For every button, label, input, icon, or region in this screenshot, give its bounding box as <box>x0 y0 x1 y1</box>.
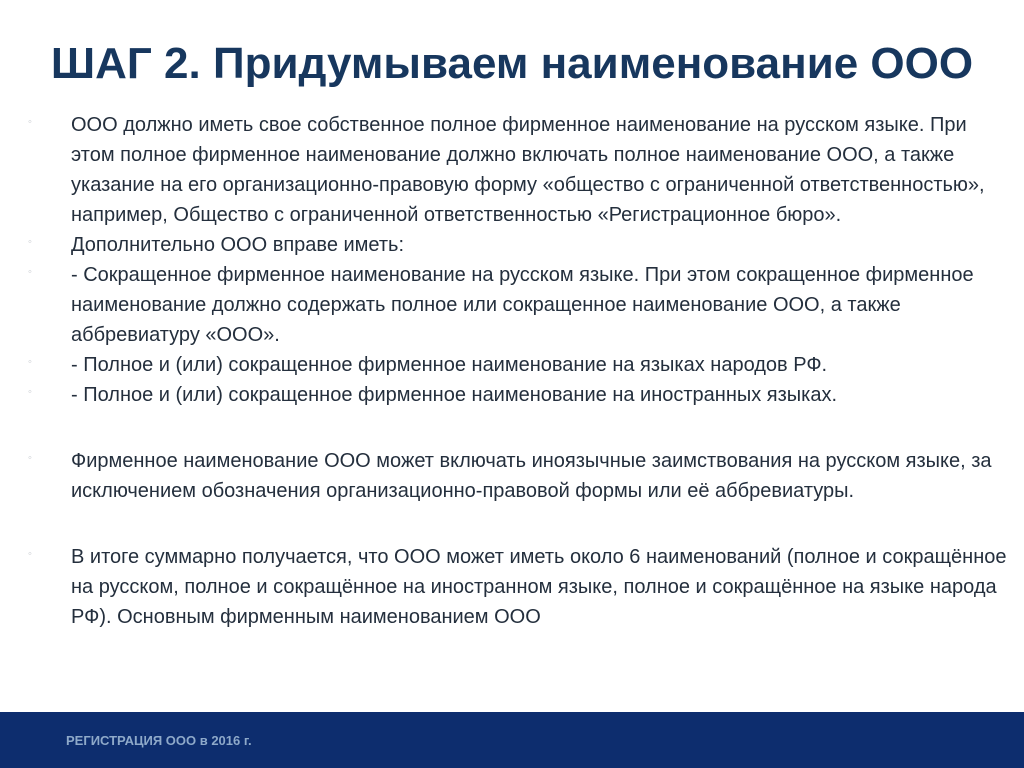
footer-caption: РЕГИСТРАЦИЯ ООО в 2016 г. <box>66 733 252 748</box>
paragraph-text: - Сокращенное фирменное наименование на русском языке. При этом сокращенное фирменное наименование должно содержать полное или сокращенное наименование ООО, а также аббревиатуру «ООО». <box>71 264 974 346</box>
paragraph-text: Дополнительно ООО вправе иметь: <box>71 234 405 256</box>
paragraph-short-name <box>20 260 1010 350</box>
bullet-marker: ◦ <box>28 236 32 248</box>
paragraph-text: - Полное и (или) сокращенное фирменное наименование на языках народов РФ. <box>71 354 828 376</box>
paragraph-full-name <box>20 110 1010 230</box>
paragraph-foreign-borrowings <box>20 446 1010 506</box>
paragraph-foreign-languages <box>20 380 1010 410</box>
bullet-marker: ◦ <box>28 548 32 560</box>
paragraph-text: - Полное и (или) сокращенное фирменное наименование на иностранных языках. <box>71 384 838 406</box>
paragraph-text: В итоге суммарно получается, что ООО может иметь около 6 наименований (полное и сокращённое на русском, полное и сокращённое на иностранном языке, полное и сокращённое на языке народа РФ). Основным фирменным наименованием ООО <box>71 546 1007 628</box>
bullet-marker: ◦ <box>28 266 32 278</box>
paragraph-additional-intro <box>20 230 1010 260</box>
slide-title: ШАГ 2. Придумываем наименование ООО <box>50 39 974 88</box>
bullet-marker: ◦ <box>28 116 32 128</box>
slide-body <box>20 110 1010 712</box>
paragraph-summary <box>20 542 1010 632</box>
bullet-marker: ◦ <box>28 452 32 464</box>
paragraph-text: Фирменное наименование ООО может включать иноязычные заимствования на русском языке, за исключением обозначения организационно-правовой формы или её аббревиатуры. <box>71 450 992 502</box>
bullet-marker: ◦ <box>28 386 32 398</box>
paragraph-text: ООО должно иметь свое собственное полное фирменное наименование на русском языке. При этом полное фирменное наименование должно включать полное наименование ООО, а также указание на его организационно-правовую форму «общество с ограниченной ответственностью», например, Общество с ограниченной ответственностью «Регистрационное бюро». <box>71 114 985 226</box>
bullet-marker: ◦ <box>28 356 32 368</box>
paragraph-rf-languages <box>20 350 1010 380</box>
